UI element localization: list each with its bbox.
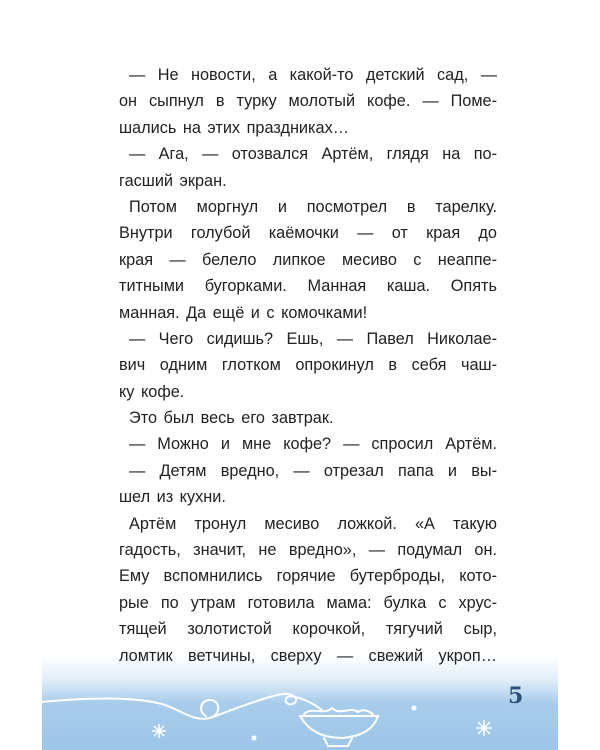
- text-line: манная. Да ещё и с комочками!: [119, 303, 368, 322]
- bowl-swirl-illustration: [42, 680, 558, 750]
- body-text: [119, 62, 497, 669]
- text-line: — Чего сидишь? Ешь, — Павел Николае-: [129, 329, 497, 348]
- text-line: Внутри голубой каёмочки — от края до: [119, 224, 497, 243]
- text-line: Артём тронул месиво ложкой. «А такую: [129, 514, 497, 533]
- text-line: — Ага, — отозвался Артём, глядя на по-: [129, 145, 497, 164]
- text-line: гадость, значит, не вредно», — подумал он.: [119, 541, 497, 560]
- text-line: ломтик ветчины, сверху — свежий укроп…: [119, 646, 497, 665]
- text-line: — Не новости, а какой-то детский сад, —: [129, 66, 497, 84]
- text-line: Потом моргнул и посмотрел в тарелку.: [129, 197, 497, 216]
- text-line: он сыпнул в турку молотый кофе. — Поме-: [119, 92, 497, 111]
- text-line: шались на этих праздниках…: [119, 118, 349, 137]
- page-number: 5: [508, 683, 524, 709]
- text-line: края — белело липкое месиво с неаппе-: [119, 250, 497, 269]
- text-line: тящей золотистой корочкой, тягучий сыр,: [119, 620, 497, 639]
- text-line: шел из кухни.: [119, 488, 226, 507]
- text-line: рые по утрам готовила мама: булка с хрус-: [119, 593, 497, 612]
- text-line: Это был весь его завтрак.: [129, 409, 334, 428]
- text-line: Ему вспомнились горячие бутерброды, кото-: [119, 567, 497, 586]
- text-line: ку кофе.: [119, 382, 185, 401]
- text-line: титными бугорками. Манная каша. Опять: [119, 277, 497, 296]
- text-line: — Детям вредно, — отрезал папа и вы-: [129, 461, 497, 480]
- text-line: — Можно и мне кофе? — спросил Артём.: [129, 435, 497, 454]
- text-line: вич одним глотком опрокинул в себя чаш-: [119, 356, 497, 375]
- text-line: гасший экран.: [119, 171, 227, 190]
